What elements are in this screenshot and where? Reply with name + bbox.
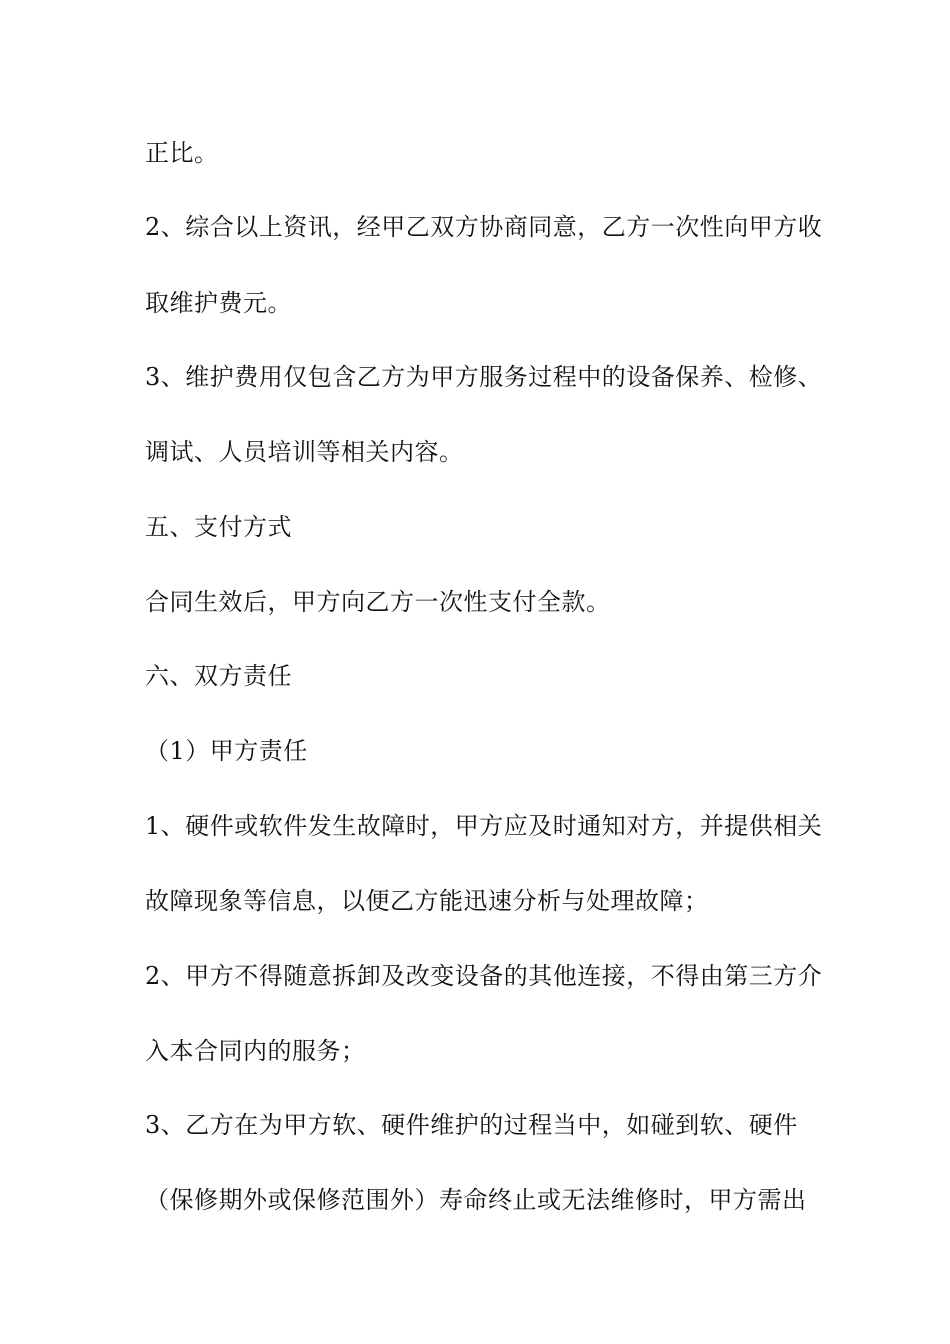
text-line-14: 3、乙方在为甲方软、硬件维护的过程当中，如碰到软、硬件 — [145, 1111, 798, 1139]
subsection-heading-party-a: （1）甲方责任 — [145, 737, 308, 765]
text-line-5: 调试、人员培训等相关内容。 — [145, 438, 464, 466]
text-line-2: 2、综合以上资讯，经甲乙双方协商同意，乙方一次性向甲方收 — [145, 213, 823, 241]
text-line-11: 故障现象等信息，以便乙方能迅速分析与处理故障； — [145, 887, 709, 915]
text-line-3: 取维护费元。 — [145, 289, 292, 317]
text-line-12: 2、甲方不得随意拆卸及改变设备的其他连接，不得由第三方介 — [145, 962, 823, 990]
text-line-10: 1、硬件或软件发生故障时，甲方应及时通知对方，并提供相关 — [145, 812, 823, 840]
text-line-7: 合同生效后，甲方向乙方一次性支付全款。 — [145, 588, 611, 616]
text-line-13: 入本合同内的服务； — [145, 1037, 366, 1065]
text-line-1: 正比。 — [145, 139, 219, 167]
text-line-15: （保修期外或保修范围外）寿命终止或无法维修时，甲方需出 — [145, 1186, 807, 1214]
section-heading-responsibilities: 六、双方责任 — [145, 662, 292, 690]
text-line-4: 3、维护费用仅包含乙方为甲方服务过程中的设备保养、检修、 — [145, 363, 823, 391]
section-heading-payment: 五、支付方式 — [145, 513, 292, 541]
